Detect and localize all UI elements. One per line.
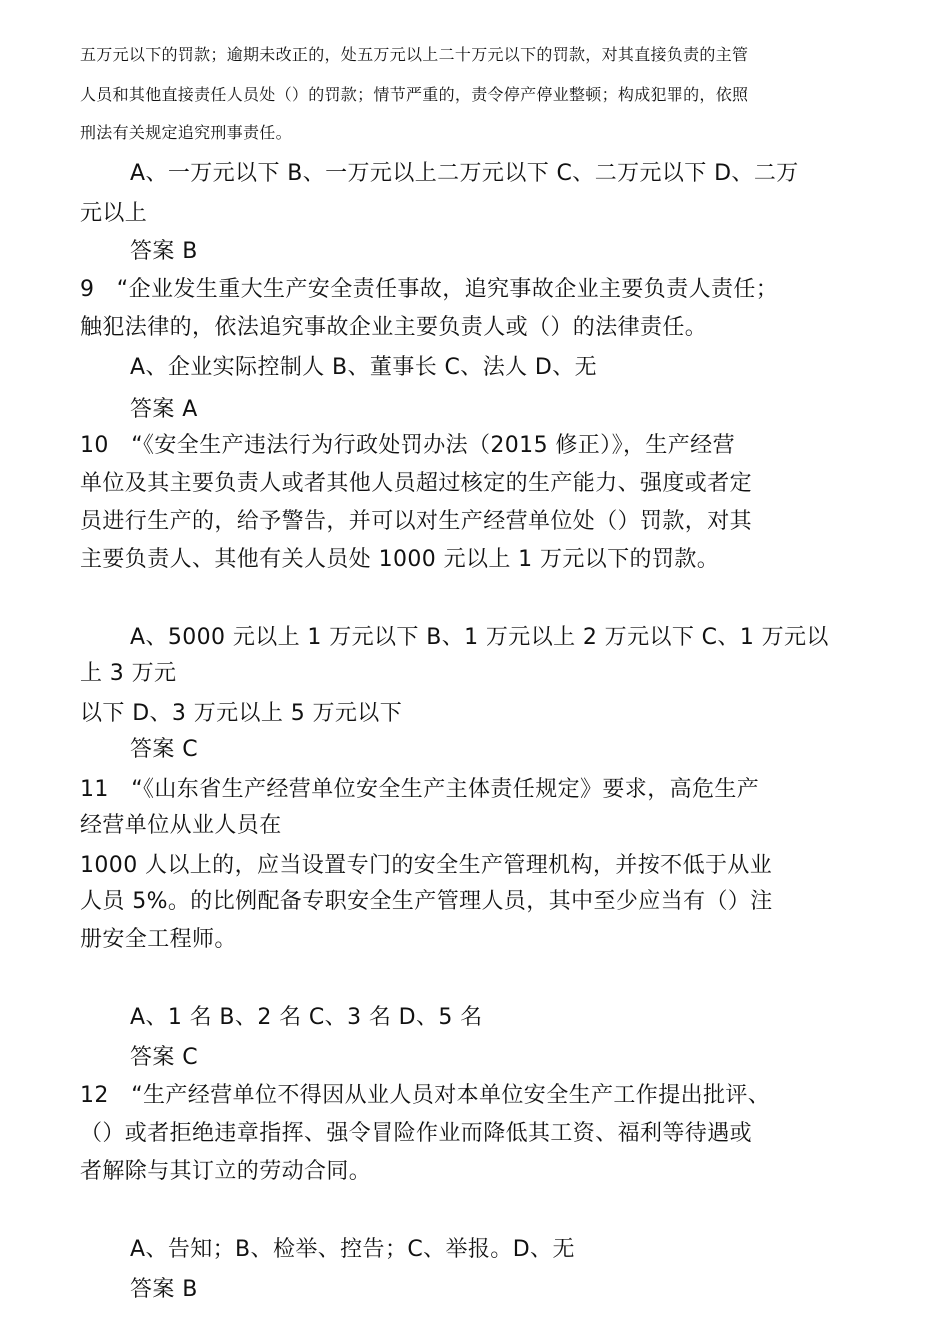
text-line: 刑法有关规定追究刑事责任。	[80, 123, 292, 142]
answer-line: 答案 B	[130, 239, 198, 264]
options-line: A、一万元以下 B、一万元以上二万元以下 C、二万元以下 D、二万	[130, 161, 799, 186]
answer-line: 答案 C	[130, 737, 198, 762]
text-line: 1000 人以上的，应当设置专门的安全生产管理机构，并按不低于从业	[80, 853, 773, 878]
options-line: A、5000 元以上 1 万元以下 B、1 万元以上 2 万元以下 C、1 万元以	[130, 625, 829, 650]
question-10: 10 “《安全生产违法行为行政处罚办法（2015 修正）》，生产经营	[80, 433, 735, 458]
text-line: 触犯法律的，依法追究事故企业主要负责人或（）的法律责任。	[80, 315, 708, 340]
options-line: 以下 D、3 万元以上 5 万元以下	[80, 701, 403, 726]
text-line: 五万元以下的罚款；逾期未改正的，处五万元以上二十万元以下的罚款，对其直接负责的主管	[80, 45, 749, 64]
answer-line: 答案 A	[130, 397, 198, 422]
question-12: 12 “生产经营单位不得因从业人员对本单位安全生产工作提出批评、	[80, 1083, 771, 1108]
text-line: 者解除与其订立的劳动合同。	[80, 1159, 372, 1184]
question-11: 11 “《山东省生产经营单位安全生产主体责任规定》要求，高危生产	[80, 777, 760, 802]
text-line: 员进行生产的，给予警告，并可以对生产经营单位处（）罚款，对其	[80, 509, 753, 534]
text-line: 主要负责人、其他有关人员处 1000 元以上 1 万元以下的罚款。	[80, 547, 720, 572]
options-line: 上 3 万元	[80, 661, 177, 686]
text-line: 经营单位从业人员在	[80, 813, 282, 838]
options-line: A、1 名 B、2 名 C、3 名 D、5 名	[130, 1005, 483, 1030]
answer-line: 答案 C	[130, 1045, 198, 1070]
text-line: 人员 5%。的比例配备专职安全生产管理人员，其中至少应当有（）注	[80, 889, 773, 914]
options-line: 元以上	[80, 201, 148, 226]
text-line: 人员和其他直接责任人员处（）的罚款；情节严重的，责令停产停业整顿；构成犯罪的，依照	[80, 85, 749, 104]
options-line: A、企业实际控制人 B、董事长 C、法人 D、无	[130, 355, 598, 380]
text-line: 册安全工程师。	[80, 927, 237, 952]
text-line: （）或者拒绝违章指挥、强令冒险作业而降低其工资、福利等待遇或	[80, 1121, 753, 1146]
question-9: 9 “企业发生重大生产安全责任事故，追究事故企业主要负责人责任；	[80, 277, 779, 302]
text-line: 单位及其主要负责人或者其他人员超过核定的生产能力、强度或者定	[80, 471, 753, 496]
options-line: A、告知；B、检举、控告；C、举报。D、无	[130, 1237, 575, 1262]
answer-line: 答案 B	[130, 1277, 198, 1302]
